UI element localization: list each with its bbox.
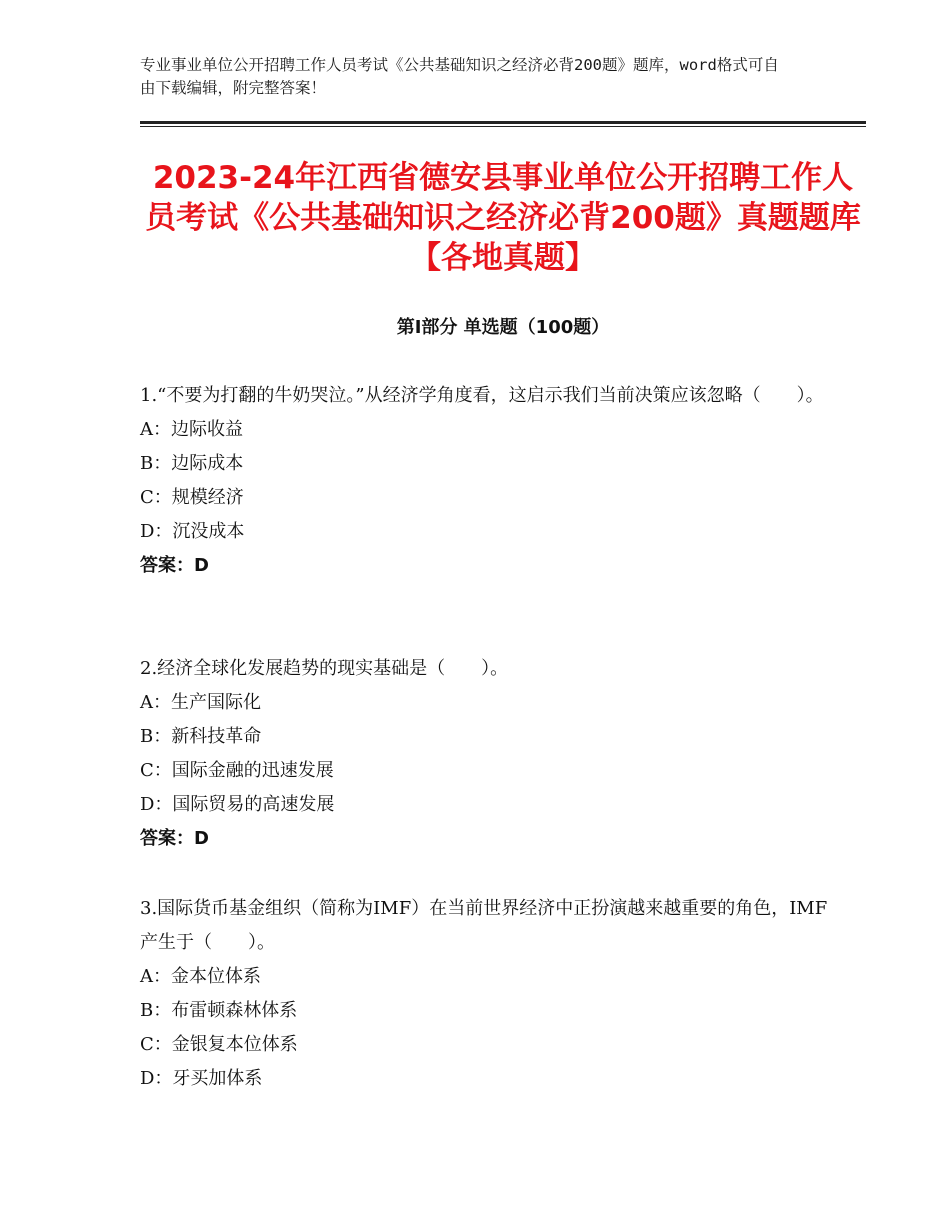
option-d: D：国际贸易的高速发展 (140, 794, 335, 815)
option-d: D：沉没成本 (140, 521, 245, 542)
question-2 (140, 652, 830, 856)
question-1 (140, 379, 830, 583)
section-heading: 第Ⅰ部分 单选题（100题） (396, 317, 610, 338)
question-stem: 2.经济全球化发展趋势的现实基础是（ ）。 (140, 658, 509, 679)
option-b: B：边际成本 (140, 453, 244, 474)
option-a: A：边际收益 (140, 419, 243, 440)
question-stem: 3.国际货币基金组织（简称为IMF）在当前世界经济中正扮演越来越重要的角色，IMF产生于（ ）。 (140, 898, 828, 953)
answer-text: 答案：D (140, 828, 209, 849)
option-d: D：牙买加体系 (140, 1068, 263, 1089)
option-b: B：布雷顿森林体系 (140, 1000, 298, 1021)
header-divider-thin (140, 126, 866, 127)
option-c: C：国际金融的迅速发展 (140, 760, 334, 781)
question-stem: 1.“不要为打翻的牛奶哭泣。”从经济学角度看，这启示我们当前决策应该忽略（ ）。 (140, 385, 824, 406)
option-c: C：规模经济 (140, 487, 244, 508)
option-a: A：金本位体系 (140, 966, 261, 987)
option-b: B：新科技革命 (140, 726, 262, 747)
option-c: C：金银复本位体系 (140, 1034, 298, 1055)
header-note: 专业事业单位公开招聘工作人员考试《公共基础知识之经济必背200题》题库，word格式可自由下载编辑，附完整答案！ (140, 56, 779, 97)
header-divider (140, 121, 866, 124)
option-a: A：生产国际化 (140, 692, 261, 713)
question-3 (140, 892, 830, 1096)
answer-text: 答案：D (140, 555, 209, 576)
document-title: 2023-24年江西省德安县事业单位公开招聘工作人员考试《公共基础知识之经济必背200题》真题题库【各地真题】 (145, 160, 861, 276)
